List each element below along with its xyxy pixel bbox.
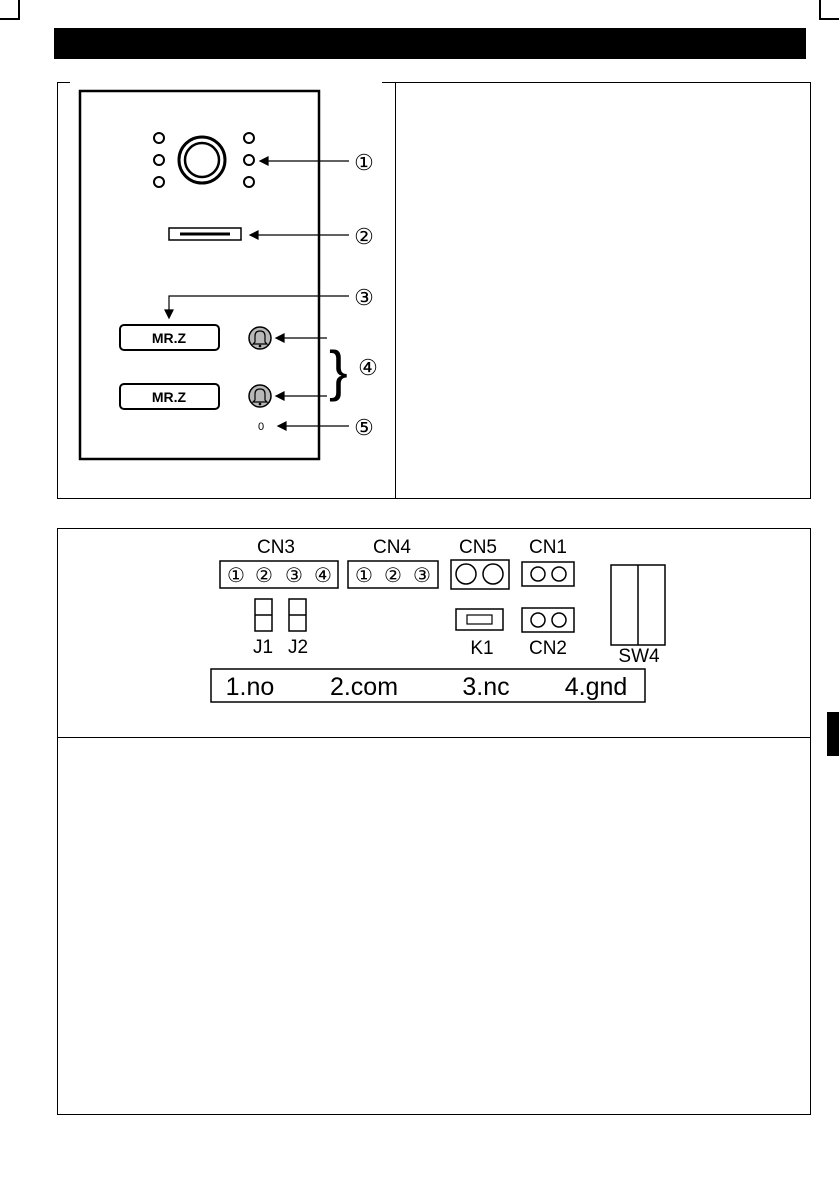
ir-led-group: [154, 133, 254, 187]
legend-1: 1.no: [225, 673, 275, 701]
bell-button-1-icon: [249, 327, 271, 349]
cn3-pin-3: ③: [285, 565, 303, 587]
board-diagram: [0, 520, 839, 720]
callout-4: ④: [358, 355, 378, 380]
ir-led: [154, 133, 164, 143]
callout-2: ②: [354, 224, 374, 249]
cn5-connector: [451, 560, 509, 589]
bell-button-2-icon: [249, 385, 271, 407]
cn4-pin-3: ③: [413, 565, 431, 587]
ir-led: [244, 177, 254, 187]
cn5-label: CN5: [458, 537, 498, 558]
arrowhead: [260, 157, 268, 165]
cn4-label: CN4: [372, 537, 412, 558]
j2-label: J2: [287, 637, 309, 658]
callout-5: ⑤: [354, 415, 374, 440]
ir-led: [154, 155, 164, 165]
cn3-pin-1: ①: [227, 565, 245, 587]
arrowhead: [276, 392, 284, 400]
cn3-pin-4: ④: [314, 565, 332, 587]
callout-3: ③: [354, 285, 374, 310]
cn1-label: CN1: [528, 537, 568, 558]
board-divider: [58, 737, 810, 738]
arrowhead: [165, 310, 173, 318]
door-panel-diagram: [0, 0, 839, 520]
camera-lens-inner: [185, 143, 219, 177]
arrowhead: [276, 334, 284, 342]
arrowhead: [250, 231, 258, 239]
name-plate-2-label: MR.Z: [151, 389, 187, 405]
microphone-mark: 0: [257, 421, 265, 433]
cn4-pin-1: ①: [355, 565, 373, 587]
cn3-pin-2: ②: [255, 565, 273, 587]
k1-button: [456, 609, 503, 630]
cn3-label: CN3: [256, 537, 296, 558]
name-plate-1-label: MR.Z: [151, 330, 187, 346]
j1-label: J1: [252, 637, 274, 658]
k1-label: K1: [470, 638, 494, 659]
callout-1: ①: [354, 150, 374, 175]
cn4-pin-2: ②: [384, 565, 402, 587]
ir-led: [244, 155, 254, 165]
brace-symbol: }: [329, 339, 348, 402]
legend-2: 2.com: [329, 673, 399, 701]
ir-led: [154, 177, 164, 187]
panel-frame: [80, 91, 319, 459]
legend-3: 3.nc: [462, 673, 510, 701]
cn2-label: CN2: [528, 638, 568, 659]
ir-led: [244, 133, 254, 143]
legend-4: 4.gnd: [564, 673, 628, 701]
arrowhead: [278, 422, 286, 430]
sw4-label: SW4: [618, 646, 660, 667]
callout-3-leader: [169, 296, 349, 313]
